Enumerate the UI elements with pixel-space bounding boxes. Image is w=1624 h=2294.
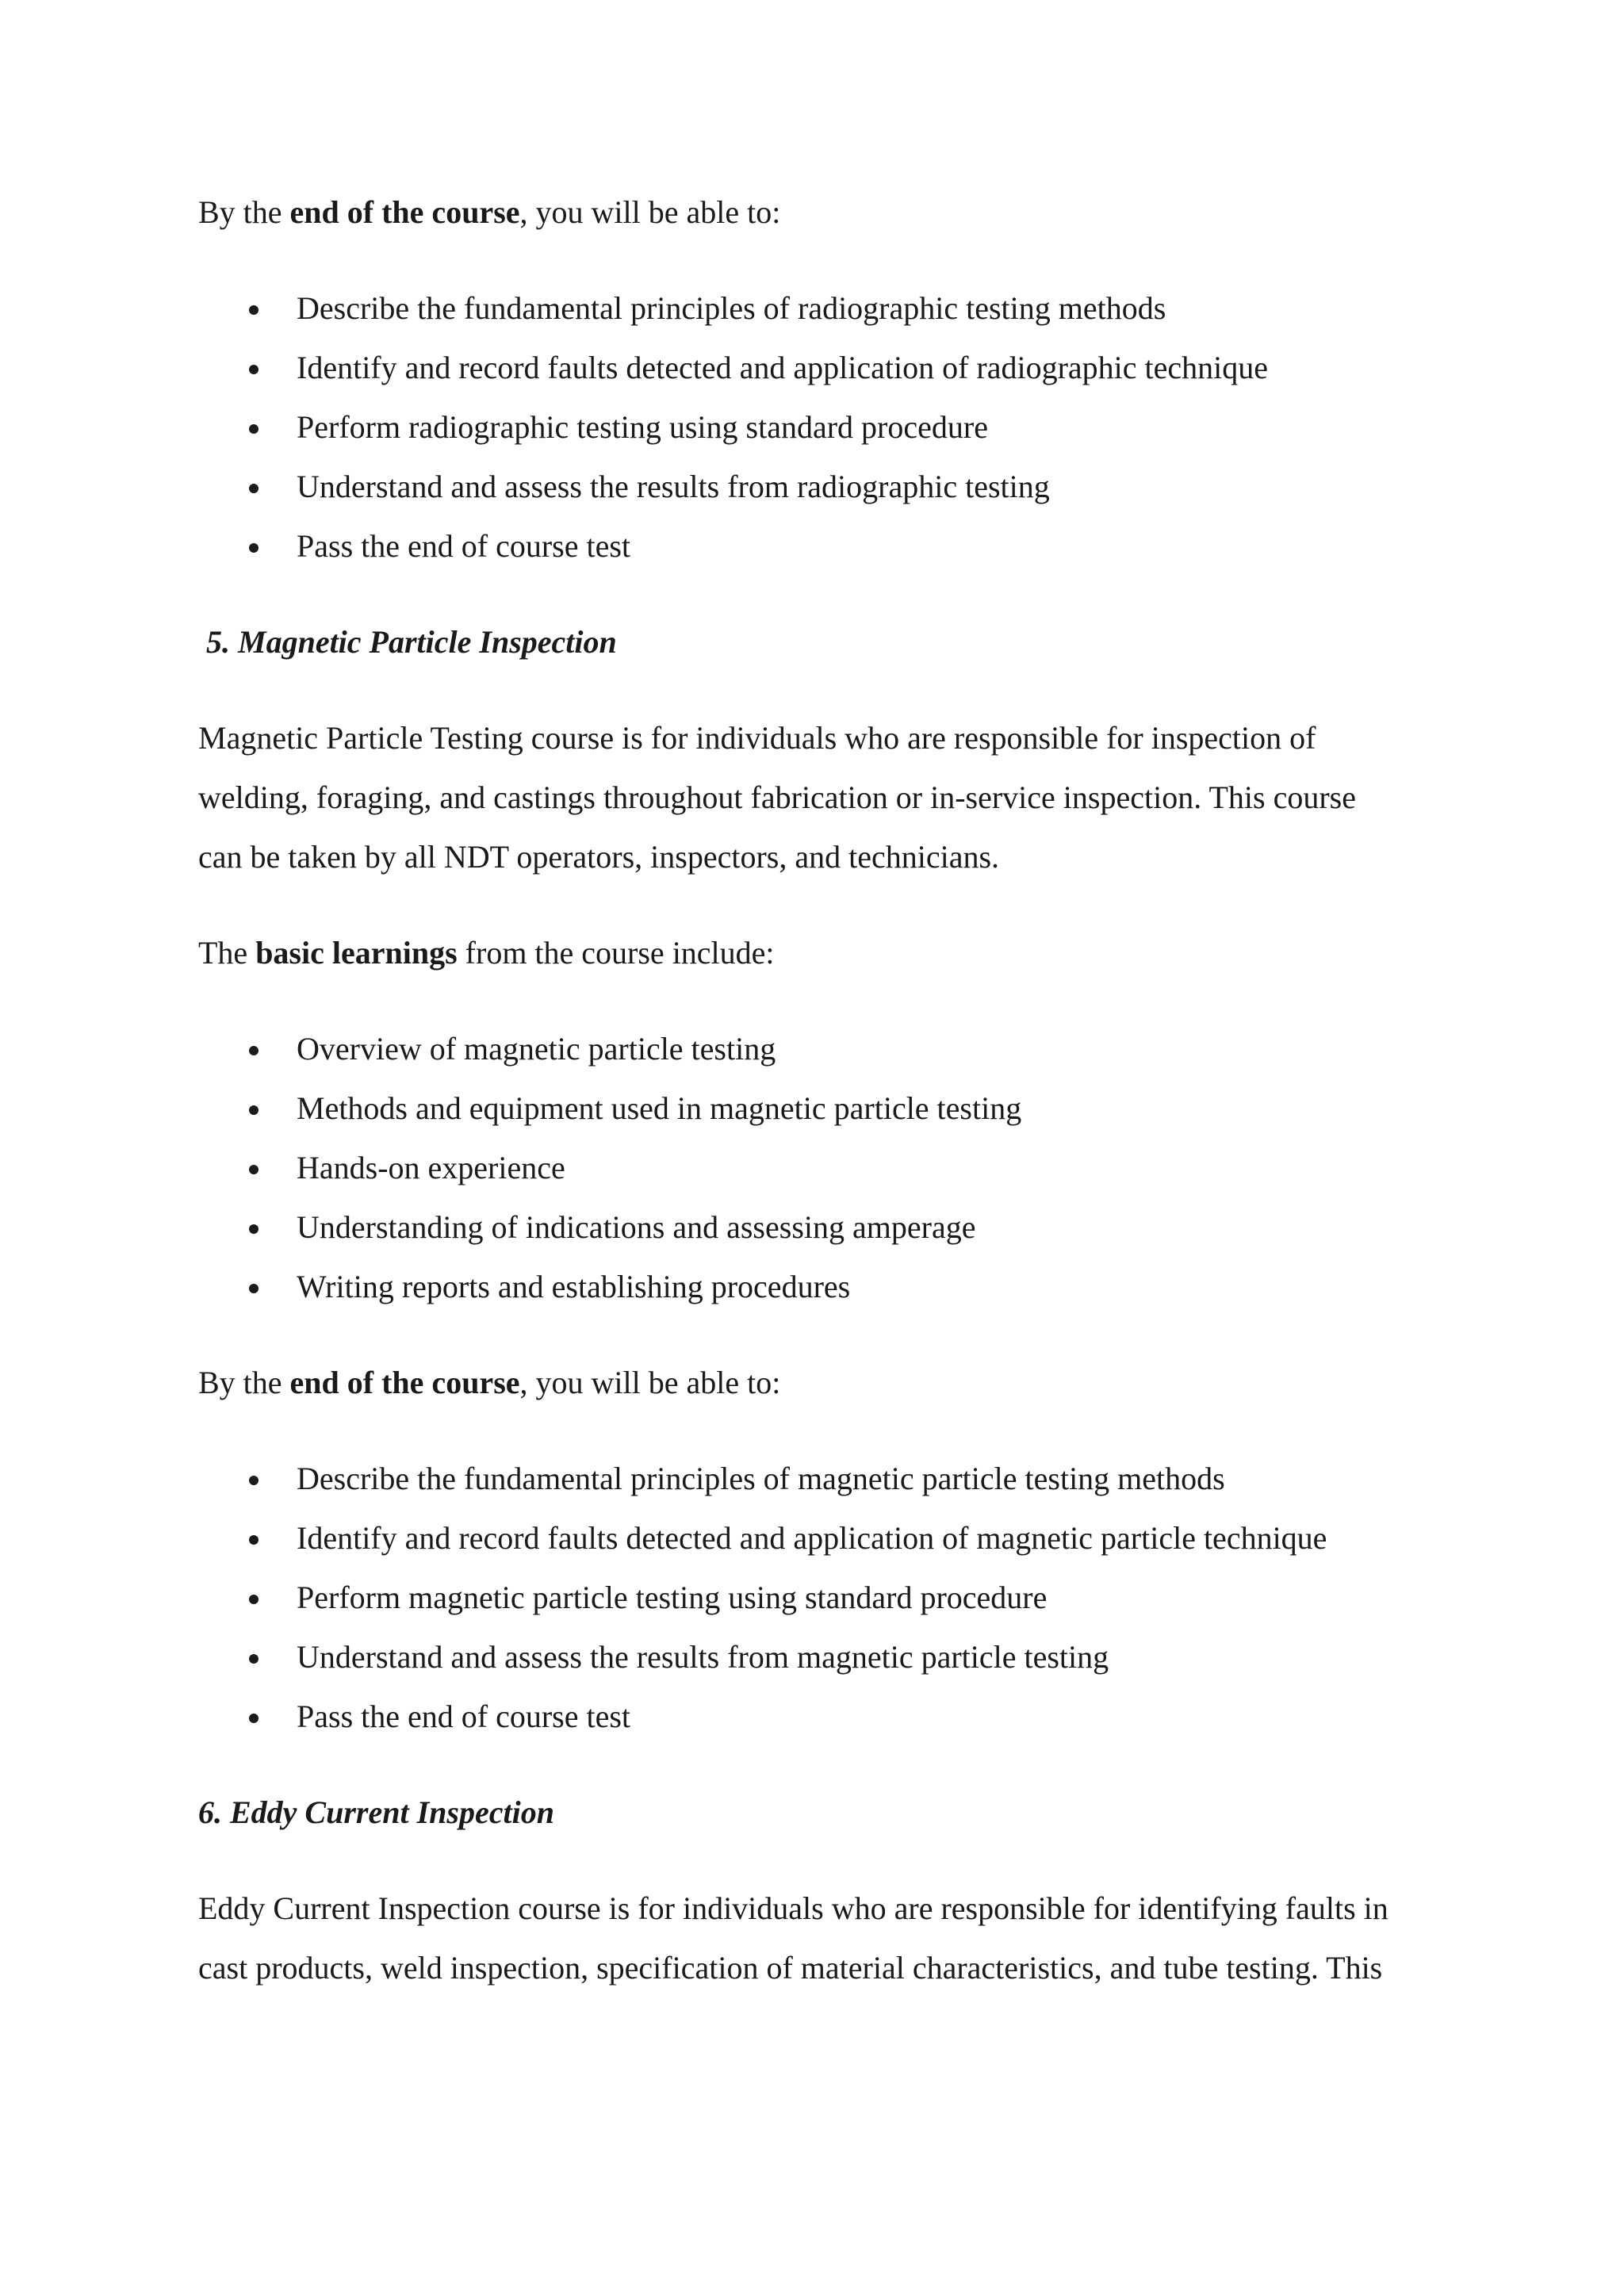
- list-item: [198, 516, 1435, 576]
- magnetic-description: [198, 708, 1435, 887]
- list-item: [198, 1257, 1435, 1316]
- bullet-icon: [249, 1535, 259, 1545]
- bullet-icon: [249, 1105, 259, 1115]
- bullet-icon: [249, 543, 259, 553]
- list-item: [198, 1138, 1435, 1197]
- intro-text-post: , you will be able to:: [519, 1365, 781, 1400]
- list-item-text: Perform radiographic testing using standard procedure: [297, 409, 988, 445]
- description-line: welding, foraging, and castings throughout fabrication or in-service inspection. This course: [198, 779, 1356, 815]
- list-item-text: Pass the end of course test: [297, 528, 631, 564]
- intro-text-bold: end of the course: [289, 194, 520, 230]
- document-page: [198, 182, 1435, 2034]
- list-item: [198, 1078, 1435, 1138]
- list-item-text: Pass the end of course test: [297, 1698, 631, 1734]
- list-item: [198, 1508, 1435, 1568]
- list-item: [198, 1197, 1435, 1257]
- list-item-text: Understanding of indications and assessing amperage: [297, 1209, 976, 1245]
- bullet-icon: [249, 1165, 259, 1174]
- description-line: cast products, weld inspection, specification of material characteristics, and tube testing. This: [198, 1950, 1383, 1986]
- section-heading-magnetic: 5. Magnetic Particle Inspection: [206, 624, 617, 660]
- bullet-icon: [249, 1224, 259, 1234]
- list-item: [198, 338, 1435, 397]
- list-item: [198, 1627, 1435, 1687]
- list-item-text: Describe the fundamental principles of radiographic testing methods: [297, 290, 1166, 326]
- description-line: Eddy Current Inspection course is for individuals who are responsible for identifying faults in: [198, 1890, 1388, 1926]
- list-item: [198, 457, 1435, 516]
- list-item: [198, 397, 1435, 457]
- eddy-description: [198, 1878, 1435, 1997]
- description-line: can be taken by all NDT operators, inspectors, and technicians.: [198, 839, 1000, 875]
- section-heading-eddy: 6. Eddy Current Inspection: [198, 1794, 554, 1830]
- intro-text-post: , you will be able to:: [519, 194, 781, 230]
- list-item: [198, 1687, 1435, 1746]
- bullet-icon: [249, 365, 259, 374]
- magnetic-end-intro: [198, 1353, 1435, 1412]
- intro-text-bold: end of the course: [289, 1365, 520, 1400]
- intro-text-bold: basic learnings: [255, 935, 458, 971]
- bullet-icon: [249, 1595, 259, 1604]
- list-item-text: Perform magnetic particle testing using standard procedure: [297, 1580, 1048, 1615]
- list-item-text: Writing reports and establishing procedures: [297, 1269, 851, 1304]
- intro-text-pre: The: [198, 935, 256, 971]
- intro-text-pre: By the: [198, 194, 290, 230]
- bullet-icon: [249, 484, 259, 493]
- bullet-icon: [249, 1476, 259, 1485]
- radiographic-end-intro: [198, 182, 1435, 242]
- description-line: Magnetic Particle Testing course is for individuals who are responsible for inspection of: [198, 720, 1316, 756]
- list-item-text: Methods and equipment used in magnetic particle testing: [297, 1090, 1022, 1126]
- list-item-text: Understand and assess the results from magnetic particle testing: [297, 1639, 1109, 1675]
- list-item-text: Understand and assess the results from radiographic testing: [297, 469, 1050, 504]
- intro-text-post: from the course include:: [457, 935, 775, 971]
- list-item-text: Hands-on experience: [297, 1150, 565, 1185]
- list-item-text: Identify and record faults detected and application of magnetic particle technique: [297, 1520, 1327, 1556]
- magnetic-basic-list: [198, 1019, 1435, 1316]
- bullet-icon: [249, 424, 259, 434]
- magnetic-end-list: [198, 1449, 1435, 1746]
- bullet-icon: [249, 305, 259, 315]
- list-item: [198, 1449, 1435, 1508]
- bullet-icon: [249, 1654, 259, 1664]
- list-item-text: Identify and record faults detected and application of radiographic technique: [297, 350, 1269, 385]
- bullet-icon: [249, 1714, 259, 1723]
- radiographic-end-list: [198, 278, 1435, 576]
- list-item: [198, 278, 1435, 338]
- list-item-text: Describe the fundamental principles of magnetic particle testing methods: [297, 1461, 1225, 1496]
- bullet-icon: [249, 1046, 259, 1055]
- list-item: [198, 1568, 1435, 1627]
- list-item-text: Overview of magnetic particle testing: [297, 1031, 776, 1067]
- magnetic-basic-intro: [198, 923, 1435, 982]
- bullet-icon: [249, 1284, 259, 1293]
- list-item: [198, 1019, 1435, 1078]
- intro-text-pre: By the: [198, 1365, 290, 1400]
